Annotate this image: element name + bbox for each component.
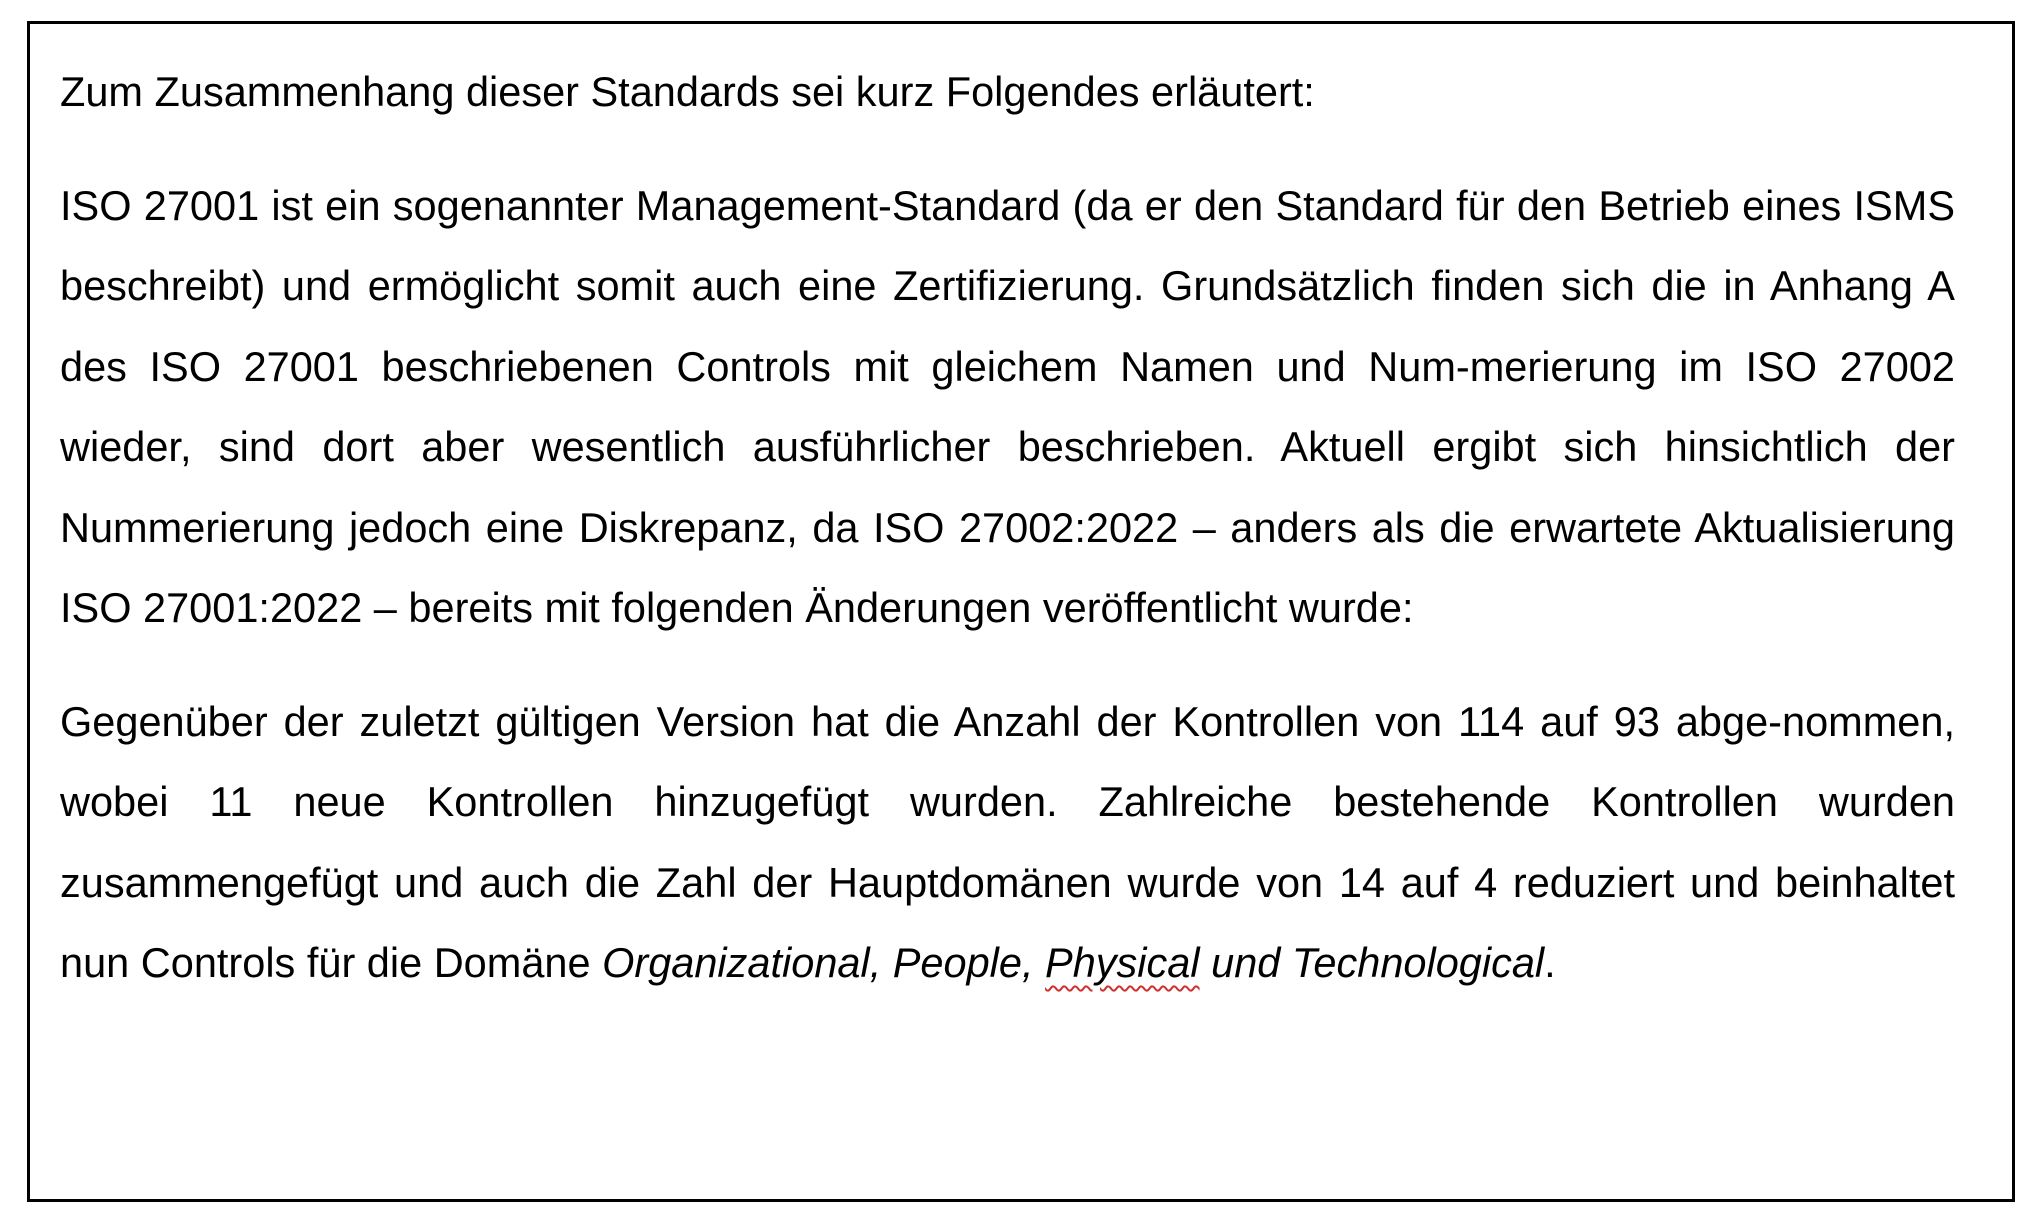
- spellcheck-word: Physical: [1045, 939, 1200, 986]
- domain-names-italic-2: und Technological: [1199, 939, 1545, 986]
- intro-paragraph: Zum Zusammenhang dieser Standards sei kurz Folgendes erläutert:: [60, 68, 1315, 115]
- text-box-frame: [27, 21, 2015, 1202]
- changes-paragraph: [60, 682, 1955, 1004]
- sentence-end: .: [1544, 939, 1556, 986]
- changes-text: Gegenüber der zuletzt gültigen Version hat die Anzahl der Kontrollen von 114 auf 93 abge-nommen, wobei 11 neue Kontrollen hinzugefügt wurden. Zahlreiche bestehende Kontrollen wurden zusammengefügt und auch die Zahl der Hauptdomänen wurde von 14 auf 4 reduziert und beinhaltet nun Controls für die Domäne: [60, 697, 1955, 986]
- domain-names-italic-1: Organizational, People,: [602, 939, 1046, 986]
- iso-paragraph: ISO 27001 ist ein sogenannter Management-Standard (da er den Standard für den Betrieb eines ISMS beschreibt) und ermöglicht somit auch eine Zertifizierung. Grundsätzlich finden sich die in Anhang A des ISO 27001 beschriebenen Controls mit gleichem Namen und Num-merierung im ISO 27002 wieder, sind dort aber wesentlich ausführlicher beschrieben. Aktuell ergibt sich hinsichtlich der Nummerierung jedoch eine Diskrepanz, da ISO 27002:2022 – anders als die erwartete Aktualisierung ISO 27001:2022 – bereits mit folgenden Änderungen veröffentlicht wurde:: [60, 181, 1955, 631]
- document-content: [60, 52, 1955, 1004]
